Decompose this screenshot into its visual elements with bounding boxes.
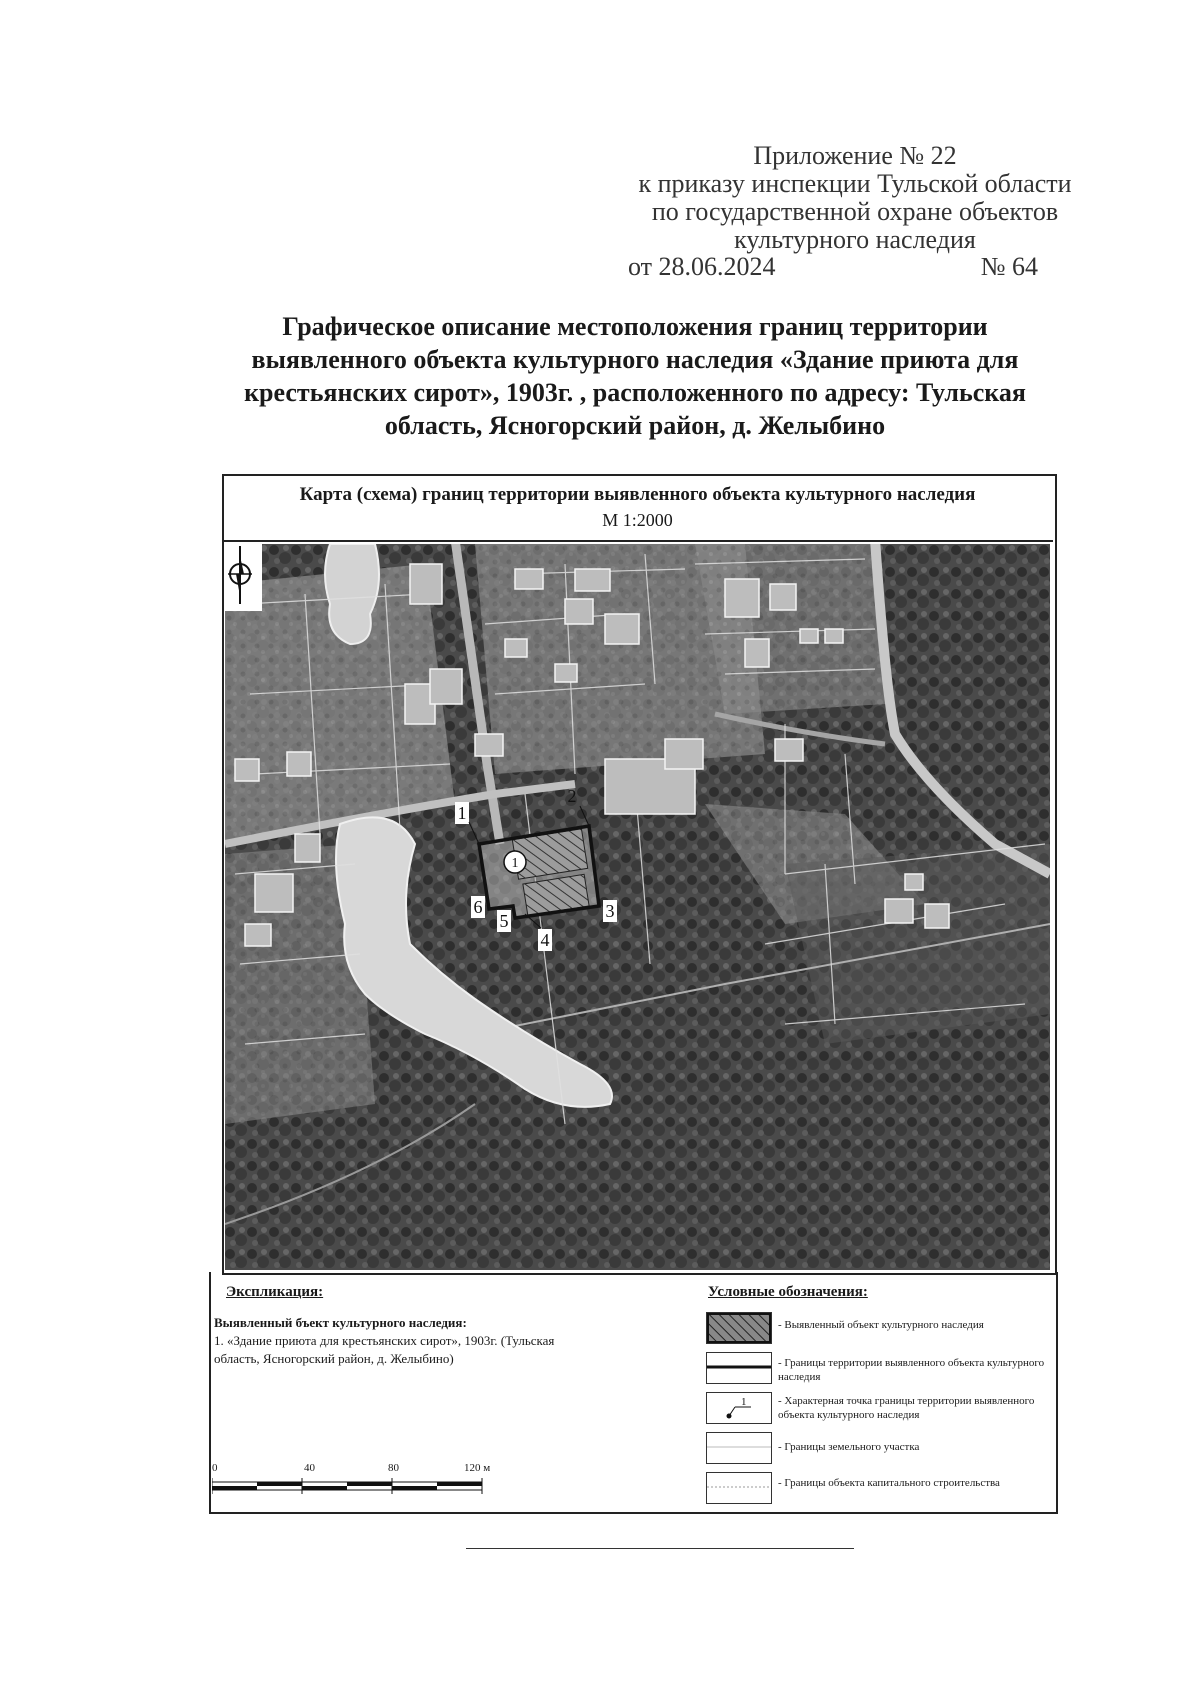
order-number: № 64 xyxy=(980,252,1038,281)
legend-title: Условные обозначения: xyxy=(708,1284,868,1300)
scale-label-120: 120 м xyxy=(464,1462,491,1474)
point-label-6: 6 xyxy=(473,897,483,917)
legend-point-symbol xyxy=(706,1392,772,1424)
order-date-number xyxy=(628,252,1038,282)
scale-bar xyxy=(212,1476,492,1496)
map-header xyxy=(222,474,1053,542)
point-label-1: 1 xyxy=(457,803,467,823)
legend-territory-boundary-label: - Границы территории выявленного объекта культурного наследия xyxy=(778,1357,1045,1383)
title-line-4: область, Ясногорский район, д. Желыбино xyxy=(384,411,886,440)
annex-order-ref-2: по государственной охране объектов xyxy=(651,197,1059,226)
annex-order-ref: к приказу инспекции Тульской области xyxy=(638,169,1072,198)
legend-building-symbol xyxy=(706,1472,772,1504)
map-scale: М 1:2000 xyxy=(602,510,673,530)
point-label-4: 4 xyxy=(540,930,550,950)
legend-object-label: - Выявленный объект культурного наследия xyxy=(778,1319,984,1331)
title-line-1: Графическое описание местоположения границ территории xyxy=(282,312,988,341)
legend-point-number: 1 xyxy=(741,1396,747,1408)
legend-object-symbol xyxy=(706,1312,772,1344)
explication-subtitle: Выявленный бъект культурного наследия: xyxy=(214,1315,467,1330)
scale-label-80: 80 xyxy=(388,1462,399,1474)
footer-separator xyxy=(466,1548,854,1549)
scale-label-40: 40 xyxy=(304,1462,315,1474)
legend-land-plot-label: - Границы земельного участка xyxy=(778,1441,920,1453)
legend-point-label: - Характерная точка границы территории выявленного объекта культурного наследия xyxy=(778,1395,1035,1421)
explication-item-1: 1. «Здание приюта для крестьянских сирот», 1903г. (Тульская xyxy=(214,1333,555,1348)
object-marker: 1 xyxy=(511,856,519,871)
explication-title: Экспликация: xyxy=(226,1284,324,1300)
title-line-2: выявленного объекта культурного наследия «Здание приюта для xyxy=(251,345,1019,374)
title-line-3: крестьянских сирот», 1903г. , расположенного по адресу: Тульская xyxy=(244,378,1026,407)
explication-item-2: область, Ясногорский район, д. Желыбино) xyxy=(214,1351,454,1366)
annex-order-ref-3: культурного наследия xyxy=(734,225,976,254)
annex-header xyxy=(600,142,1110,254)
satellite-map xyxy=(225,544,1050,1270)
scale-label-0: 0 xyxy=(212,1462,218,1474)
legend-territory-boundary-symbol xyxy=(706,1352,772,1384)
map-heading: Карта (схема) границ территории выявленного объекта культурного наследия xyxy=(299,484,976,505)
north-arrow-icon xyxy=(225,544,262,611)
document-title xyxy=(180,310,1090,442)
legend-land-plot-symbol xyxy=(706,1432,772,1464)
annex-title: Приложение № 22 xyxy=(753,141,957,170)
point-label-3: 3 xyxy=(605,901,615,921)
legend-building-label: - Границы объекта капитального строительства xyxy=(778,1477,1000,1489)
point-label-5: 5 xyxy=(499,911,509,931)
point-label-2: 2 xyxy=(567,786,577,806)
order-date: от 28.06.2024 xyxy=(628,252,776,281)
